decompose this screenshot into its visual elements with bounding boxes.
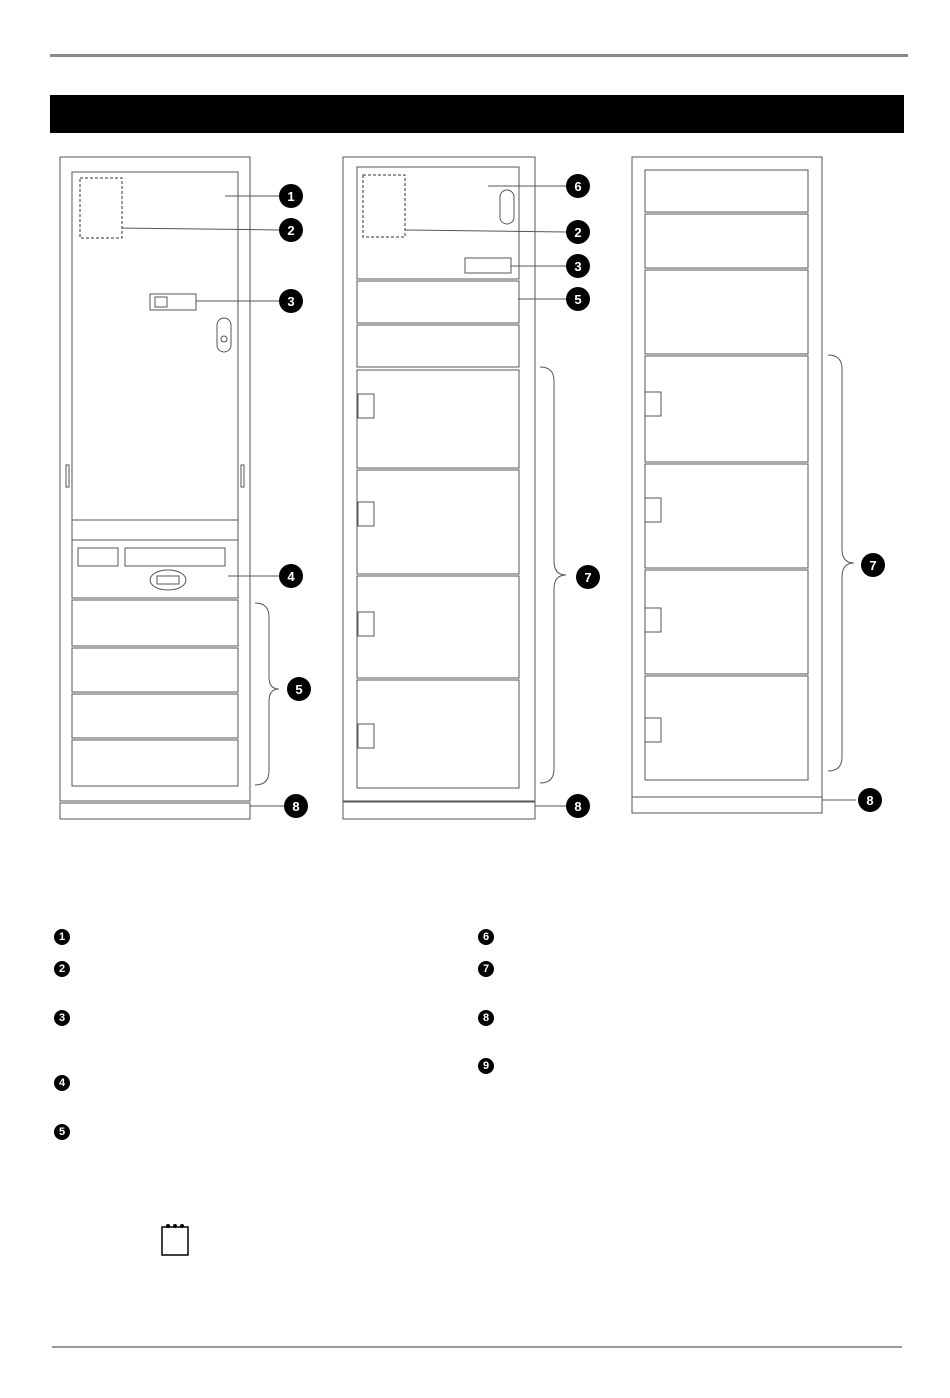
svg-text:2: 2 [287, 223, 295, 238]
legend-item-6 [478, 929, 504, 945]
number-3-icon: 3 [54, 1010, 70, 1026]
svg-text:8: 8 [866, 793, 874, 808]
legend-item-3 [54, 1010, 80, 1026]
callout-7a [576, 565, 600, 589]
svg-text:8: 8 [574, 799, 582, 814]
callout-6 [566, 174, 590, 198]
callout-5 [287, 677, 311, 701]
number-1-icon: 1 [54, 929, 70, 945]
number-6-icon: 6 [478, 929, 494, 945]
callout-2b [566, 220, 590, 244]
svg-text:1: 1 [287, 189, 295, 204]
header-rule [50, 54, 908, 57]
number-8-icon: 8 [478, 1010, 494, 1026]
number-5-icon: 5 [54, 1124, 70, 1140]
svg-text:7: 7 [584, 570, 592, 585]
number-2-icon: 2 [54, 961, 70, 977]
section-title [50, 104, 62, 124]
cabinet-illustration [0, 140, 950, 830]
callout-5b [566, 287, 590, 311]
callout-8b [566, 794, 590, 818]
callout-3b [566, 254, 590, 278]
footer-rule [52, 1346, 902, 1348]
svg-text:8: 8 [292, 799, 300, 814]
brace-7b [828, 355, 854, 771]
legend-item-4 [54, 1075, 80, 1091]
notepad-icon [160, 1222, 190, 1256]
legend-item-9 [478, 1058, 504, 1074]
svg-text:7: 7 [869, 558, 877, 573]
legend-item-2 [54, 961, 80, 977]
svg-text:3: 3 [287, 294, 295, 309]
number-4-icon: 4 [54, 1075, 70, 1091]
number-9-icon: 9 [478, 1058, 494, 1074]
number-7-icon: 7 [478, 961, 494, 977]
callout-4 [279, 564, 303, 588]
callout-1 [279, 184, 303, 208]
svg-text:3: 3 [574, 259, 582, 274]
legend-item-1 [54, 929, 80, 945]
cabinet-2 [343, 157, 535, 819]
svg-text:5: 5 [295, 682, 303, 697]
svg-text:2: 2 [574, 225, 582, 240]
callout-8a [284, 794, 308, 818]
legend-item-8 [478, 1010, 504, 1026]
section-title-bar [50, 95, 904, 133]
brace-5 [255, 603, 279, 785]
legend-item-5 [54, 1124, 80, 1140]
callout-3 [279, 289, 303, 313]
svg-text:6: 6 [574, 179, 582, 194]
svg-text:5: 5 [574, 292, 582, 307]
callout-2 [279, 218, 303, 242]
brace-7a [540, 367, 566, 783]
callout-7b [861, 553, 885, 577]
callout-8c [858, 788, 882, 812]
cabinet-1 [60, 157, 250, 819]
legend-item-7 [478, 961, 504, 977]
svg-text:4: 4 [287, 569, 295, 584]
cabinet-3 [632, 157, 822, 813]
